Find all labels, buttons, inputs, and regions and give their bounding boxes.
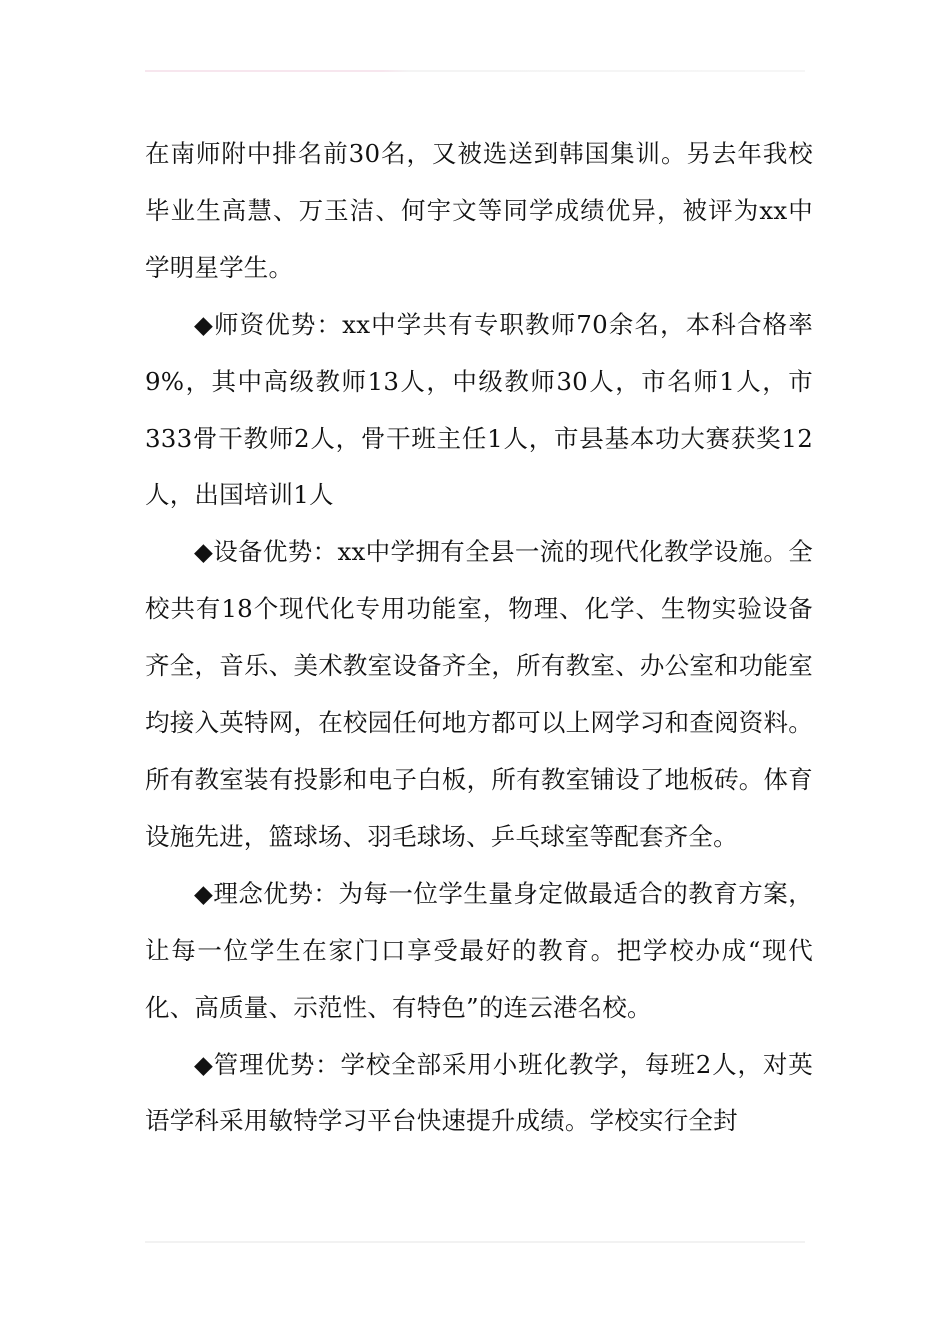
document-body xyxy=(145,126,813,1150)
paragraph-management: ◆管理优势：学校全部采用小班化教学，每班2人，对英语学科采用敏特学习平台快速提升成绩。学校实行全封 xyxy=(145,1049,813,1136)
paragraph-teachers: ◆师资优势：xx中学共有专职教师70余名，本科合格率9%，其中高级教师13人，中级教师30人，市名师1人，市333骨干教师2人，骨干班主任1人，市县基本功大赛获奖12人，出国培训1人 xyxy=(145,309,813,510)
paragraph-equipment: ◆设备优势：xx中学拥有全县一流的现代化教学设施。全校共有18个现代化专用功能室，物理、化学、生物实验设备齐全，音乐、美术教室设备齐全，所有教室、办公室和功能室均接入英特网，在校园任何地方都可以上网学习和查阅资料。所有教室装有投影和电子白板，所有教室铺设了地板砖。体育设施先进，篮球场、羽毛球场、乒乓球室等配套齐全。 xyxy=(145,537,813,851)
header-rule xyxy=(145,70,805,72)
footer-rule xyxy=(145,1241,805,1243)
paragraph-philosophy: ◆理念优势：为每一位学生量身定做最适合的教育方案，让每一位学生在家门口享受最好的教育。把学校办成“现代化、高质量、示范性、有特色”的连云港名校。 xyxy=(145,878,813,1022)
paragraph-1: 在南师附中排名前30名，又被选送到韩国集训。另去年我校毕业生高慧、万玉洁、何宇文等同学成绩优异，被评为xx中学明星学生。 xyxy=(145,139,813,282)
